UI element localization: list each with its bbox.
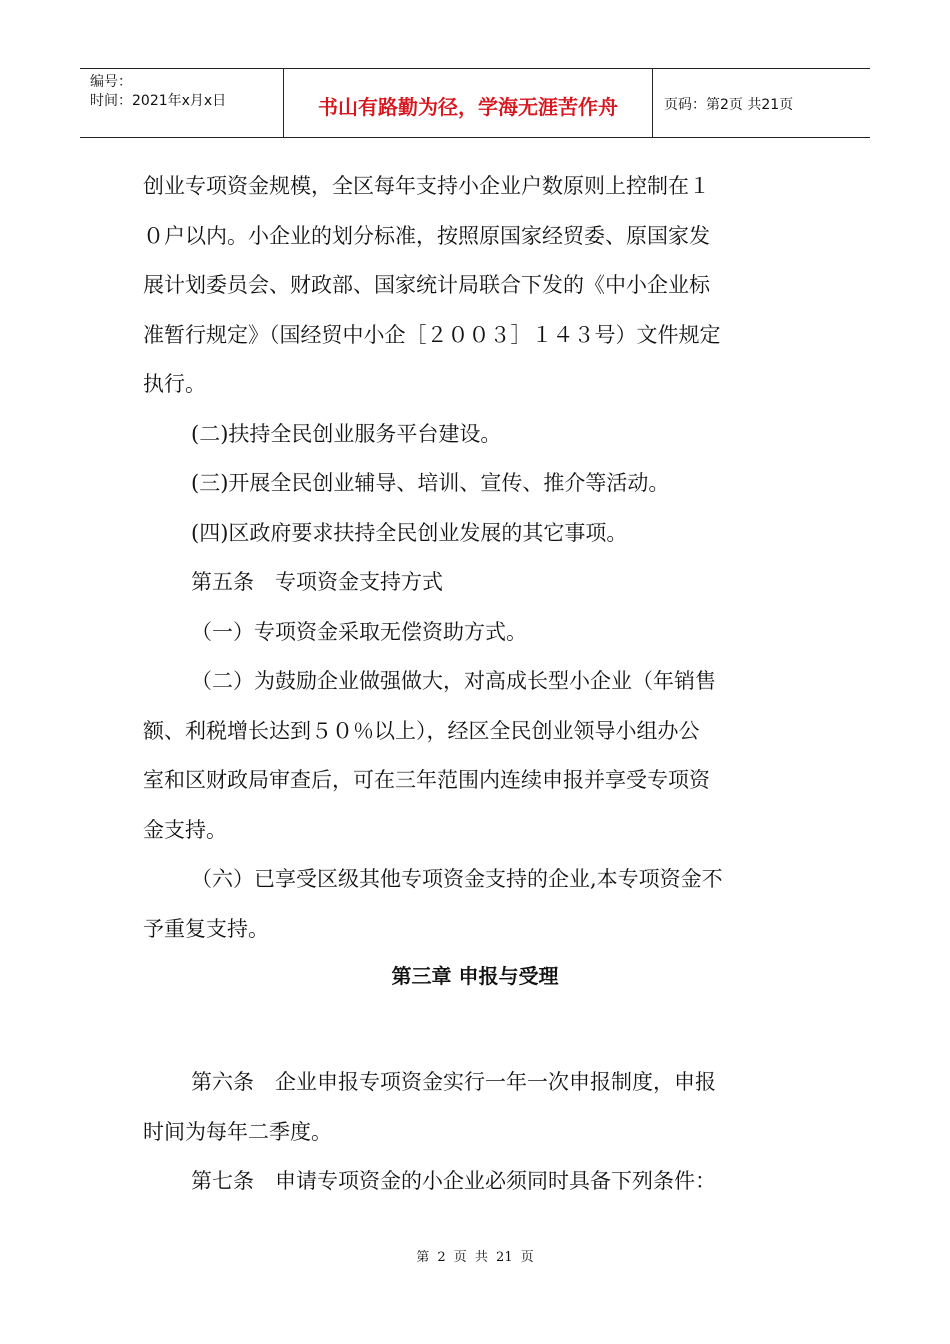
body-line: (二)扶持全民创业服务平台建设。 [191, 421, 502, 446]
page-header [80, 68, 870, 138]
header-divider [652, 69, 653, 137]
body-line: 第六条 企业申报专项资金实行一年一次申报制度，申报 [191, 1070, 716, 1094]
document-date-label: 时间：2021年x月x日 [90, 93, 227, 109]
header-page-number: 页码：第2页 共21页 [664, 97, 794, 113]
body-line: 予重复支持。 [143, 916, 269, 941]
body-line: 时间为每年二季度。 [143, 1119, 332, 1144]
body-line: （一）专项资金采取无偿资助方式。 [191, 619, 527, 644]
document-body-continued [143, 1058, 815, 1207]
body-line: （二）为鼓励企业做强做大，对高成长型小企业（年销售 [191, 669, 716, 693]
body-line: （六）已享受区级其他专项资金支持的企业,本专项资金不 [191, 867, 723, 891]
body-line: 室和区财政局审查后，可在三年范围内连续申报并享受专项资 [143, 768, 710, 792]
body-line: 额、利税增长达到５０％以上），经区全民创业领导小组办公 [143, 718, 700, 743]
body-line: 展计划委员会、财政部、国家统计局联合下发的《中小企业标 [143, 273, 710, 297]
page-footer: 第 2 页 共 21 页 [416, 1250, 534, 1265]
header-meta [90, 73, 226, 111]
document-body [143, 162, 815, 954]
body-line: 金支持。 [143, 817, 227, 842]
body-line: 创业专项资金规模，全区每年支持小企业户数原则上控制在１ [143, 174, 710, 198]
chapter-title: 第三章 申报与受理 [391, 964, 559, 988]
body-line: ０户以内。小企业的划分标准，按照原国家经贸委、原国家发 [143, 223, 710, 248]
body-line: 执行。 [143, 372, 206, 396]
header-motto: 书山有路勤为径，学海无涯苦作舟 [318, 95, 618, 119]
body-line: (四)区政府要求扶持全民创业发展的其它事项。 [191, 520, 628, 545]
body-line: (三)开展全民创业辅导、培训、宣传、推介等活动。 [191, 471, 670, 495]
article-heading: 第五条 专项资金支持方式 [191, 570, 443, 594]
document-number-label: 编号： [90, 74, 132, 90]
body-line: 第七条 申请专项资金的小企业必须同时具备下列条件： [191, 1169, 716, 1193]
body-line: 准暂行规定》（国经贸中小企［２００３］１４３号）文件规定 [143, 322, 721, 347]
